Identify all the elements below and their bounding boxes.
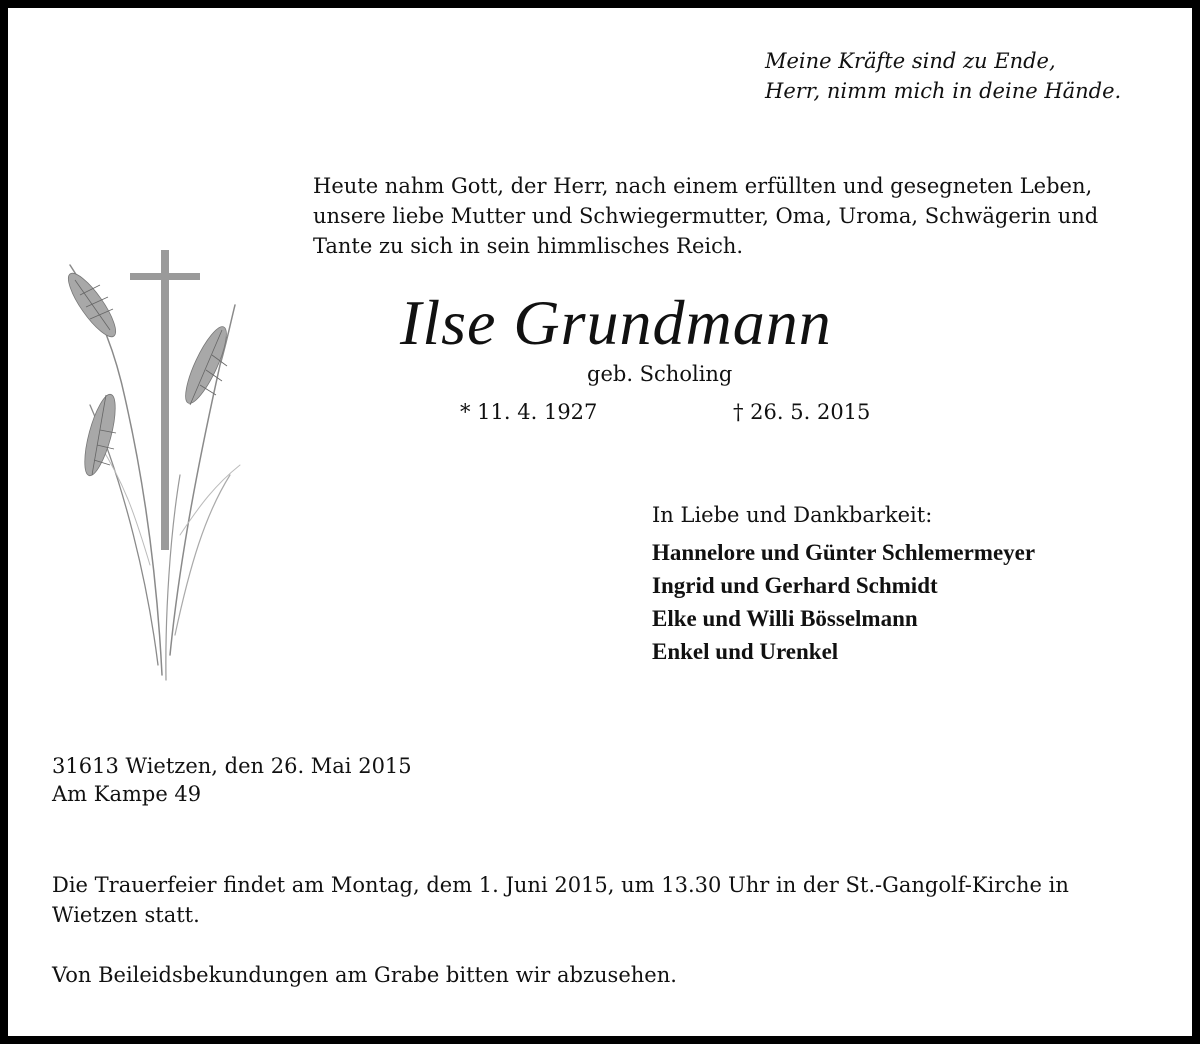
intro-line: Heute nahm Gott, der Herr, nach einem erfüllten und gesegneten Leben, [313, 174, 1093, 198]
place-date: 31613 Wietzen, den 26. Mai 2015 [52, 754, 412, 778]
birth-name: geb. Scholing [587, 362, 733, 386]
mourner-name: Elke und Willi Bösselmann [652, 606, 918, 631]
intro-text [313, 171, 1098, 261]
address-block [52, 752, 412, 808]
mourner-name: Hannelore und Günter Schlemermeyer [652, 540, 1036, 565]
funeral-notice [52, 870, 1069, 930]
verse-line: Herr, nimm mich in deine Hände. [765, 79, 1122, 103]
intro-line: unsere liebe Mutter und Schwiegermutter, Oma, Uroma, Schwägerin und [313, 204, 1099, 228]
verse-line: Meine Kräfte sind zu Ende, [765, 49, 1056, 73]
mourner-name: Enkel und Urenkel [652, 639, 839, 664]
deceased-name: Ilse Grundmann [400, 287, 832, 358]
funeral-line: Wietzen statt. [52, 903, 200, 927]
street-address: Am Kampe 49 [52, 782, 202, 806]
bible-verse [765, 46, 1121, 106]
funeral-line: Die Trauerfeier findet am Montag, dem 1. Juni 2015, um 13.30 Uhr in der St.-Gangolf-Kirche in [52, 873, 1069, 897]
cross-with-wheat-icon [30, 235, 250, 685]
mourners-list [652, 536, 1035, 668]
intro-line: Tante zu sich in sein himmlisches Reich. [313, 234, 744, 258]
birth-date: * 11. 4. 1927 [460, 400, 598, 424]
mourner-name: Ingrid und Gerhard Schmidt [652, 573, 938, 598]
mourners-heading: In Liebe und Dankbarkeit: [652, 503, 933, 527]
condolence-note: Von Beileidsbekundungen am Grabe bitten wir abzusehen. [52, 963, 677, 987]
death-date: † 26. 5. 2015 [733, 400, 871, 424]
